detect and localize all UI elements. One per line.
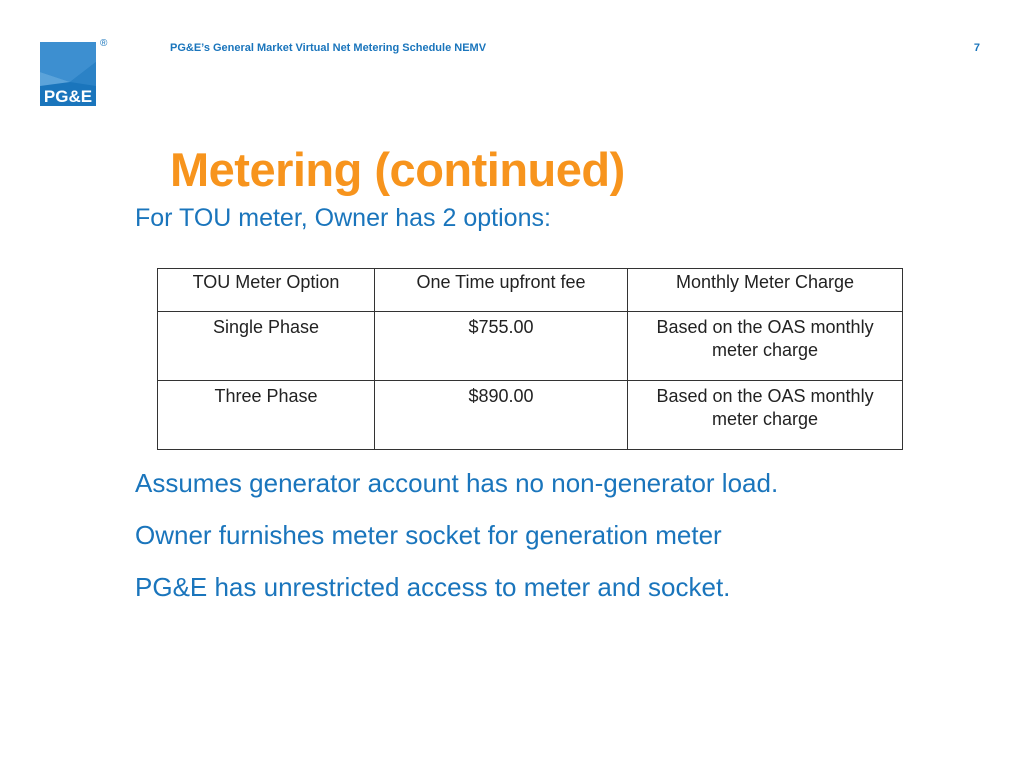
table-cell: Based on the OAS monthly meter charge	[628, 381, 903, 450]
table-cell: $755.00	[375, 312, 628, 381]
table-row	[158, 381, 903, 450]
table-header-cell: One Time upfront fee	[375, 269, 628, 312]
list-item: PG&E has unrestricted access to meter and socket.	[135, 572, 731, 602]
header-title: PG&E’s General Market Virtual Net Metering Schedule NEMV	[170, 42, 487, 54]
slide-subtitle: For TOU meter, Owner has 2 options:	[135, 204, 551, 232]
bullet-list	[135, 462, 778, 618]
slide-title: Metering (continued)	[170, 143, 625, 196]
registered-mark: ®	[100, 38, 108, 49]
table-cell: Based on the OAS monthly meter charge	[628, 312, 903, 381]
logo-text: PG&E	[43, 87, 93, 106]
meter-options-table	[157, 268, 903, 450]
table-header-cell: Monthly Meter Charge	[628, 269, 903, 312]
table-header-row	[158, 269, 903, 312]
page-number: 7	[973, 42, 980, 54]
table-cell: Three Phase	[158, 381, 375, 450]
table-header-cell: TOU Meter Option	[158, 269, 375, 312]
table-row	[158, 312, 903, 381]
table-cell: $890.00	[375, 381, 628, 450]
list-item: Owner furnishes meter socket for generation meter	[135, 520, 722, 550]
list-item: Assumes generator account has no non-generator load.	[135, 468, 779, 498]
table-cell: Single Phase	[158, 312, 375, 381]
pge-logo	[40, 42, 96, 106]
